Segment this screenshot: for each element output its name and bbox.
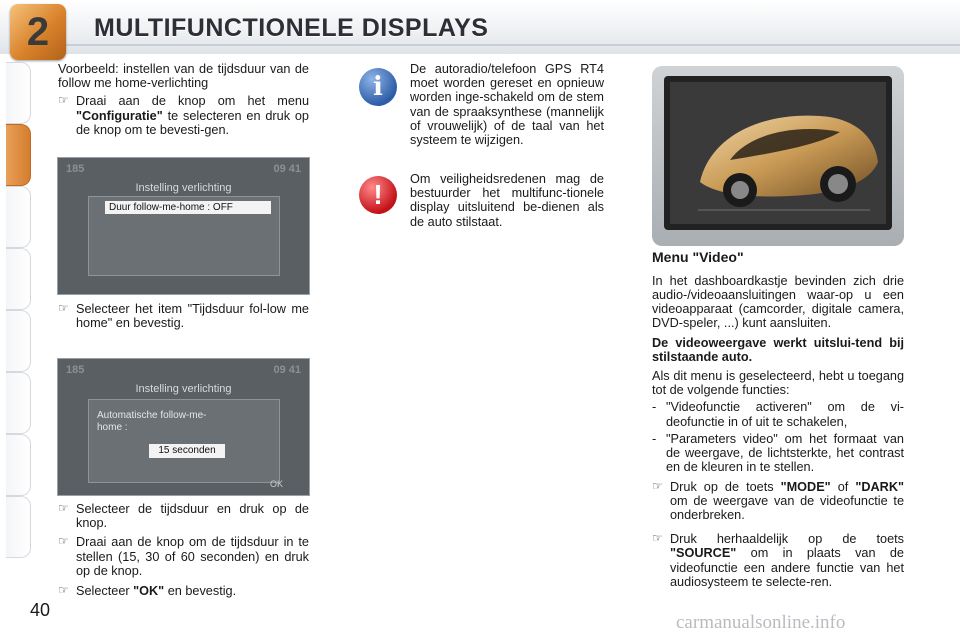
settings-panel — [88, 399, 280, 483]
screen-heading: Instelling verlichting — [135, 383, 232, 395]
chapter-tab[interactable] — [6, 310, 31, 372]
pointing-hand-icon: ☞ — [652, 531, 663, 546]
chapter-tab[interactable] — [6, 496, 31, 558]
right-column — [652, 250, 904, 589]
dash-item-1-text: "Videofunctie activeren" om de vi-deofunctie in of uit te schakelen, — [666, 400, 904, 429]
step-5-text: Selecteer "OK" en bevestig. — [76, 584, 237, 599]
watermark[interactable]: carmanualsonline.info — [676, 612, 846, 633]
step-2-text: Selecteer het item "Tijdsduur fol-low me home" en bevestig. — [76, 302, 309, 331]
left-column-mid — [58, 298, 309, 330]
video-functions-intro: Als dit menu is geselecteerd, hebt u toegang tot de volgende functies: — [652, 368, 904, 398]
video-warning: De videoweergave werkt uitslui-tend bij stilstaande auto. — [652, 335, 904, 364]
video-intro: In het dashboardkastje bevinden zich drie audio-/videoaansluitingen waar-op u een videoapparaat (camcorder, digitale camera, DVD-speler, ...) kunt aansluiten. — [652, 273, 904, 331]
warning-note: Om veiligheidsredenen mag de bestuurder het multifunc-tionele display uitsluitend be-dienen als de auto stilstaat. — [410, 172, 604, 229]
pointing-hand-icon: ☞ — [58, 534, 69, 549]
chapter-tab[interactable] — [6, 372, 31, 434]
step-1-text: Draai aan de knop om het menu "Configuratie" te selecteren en druk op de knop om te bevesti-gen. — [76, 94, 309, 137]
step-5 — [58, 584, 309, 598]
screen-heading: Instelling verlichting — [135, 182, 232, 194]
step-1 — [58, 94, 309, 137]
setting-label: Automatische follow-me- home : — [97, 410, 207, 433]
info-icon: i — [359, 68, 397, 106]
display-bezel — [664, 76, 892, 230]
pointing-hand-icon: ☞ — [652, 478, 663, 493]
mode-dark-text: Druk op de toets "MODE" of "DARK" om de weergave van de videofunctie te onderbreken. — [670, 479, 904, 522]
ok-label: OK — [269, 479, 283, 489]
pointing-hand-icon: ☞ — [58, 301, 69, 315]
dash-item-2: - "Parameters video" om het formaat van de weergave, de lichtsterkte, het contrast en de kleuren in te stellen. — [652, 431, 904, 475]
pointing-hand-icon: ☞ — [58, 93, 69, 108]
chapter-tab[interactable] — [6, 186, 31, 248]
step-3 — [58, 502, 309, 530]
settings-panel — [88, 196, 280, 276]
pointing-hand-icon: ☞ — [58, 583, 69, 598]
display-screenshot-2 — [57, 358, 310, 496]
page-number: 40 — [30, 600, 51, 620]
display-picture — [670, 82, 886, 224]
source-text: Druk herhaaldelijk op de toets "SOURCE" om in plaats van de videofunctie een andere functie van het audiosysteem te selecte-ren. — [670, 532, 904, 589]
status-bar — [58, 158, 309, 180]
duration-value: 15 seconden — [149, 444, 225, 458]
pointing-hand-icon: ☞ — [58, 501, 69, 515]
chapter-tab[interactable] — [6, 434, 31, 496]
video-display-image — [652, 66, 904, 246]
dash-item-1: - "Videofunctie activeren" om de vi-deofunctie in of uit te schakelen, — [652, 400, 904, 429]
status-left: 185 — [66, 364, 85, 376]
display-screenshot-1 — [57, 157, 310, 295]
status-left: 185 — [66, 163, 85, 175]
concept-car-illustration — [670, 82, 886, 224]
page-title: MULTIFUNCTIONELE DISPLAYS — [94, 14, 489, 42]
status-clock: 09 41 — [273, 163, 301, 175]
menu-video-heading: Menu "Video" — [652, 249, 744, 265]
intro-text: Voorbeeld: instellen van de tijdsduur van de follow me home-verlichting — [58, 62, 309, 91]
step-4-text: Draai aan de knop om de tijdsduur in te stellen (15, 30 of 60 seconden) en druk op de knop. — [76, 535, 309, 578]
step-3-text: Selecteer de tijdsduur en druk op de knop. — [76, 502, 309, 531]
header-rule — [66, 44, 960, 46]
follow-me-home-field: Duur follow-me-home : OFF — [105, 201, 271, 214]
chapter-tab[interactable] — [6, 62, 31, 124]
status-clock: 09 41 — [273, 364, 301, 376]
step-2 — [58, 302, 309, 330]
chapter-badge — [10, 4, 66, 60]
step-4 — [58, 535, 309, 578]
dash-item-2-text: "Parameters video" om het formaat van de weergave, de lichtsterkte, het contrast en de kleuren in te stellen. — [666, 431, 904, 475]
chapter-tab[interactable] — [6, 248, 31, 310]
left-column-top — [58, 62, 309, 137]
left-column-bottom — [58, 498, 309, 598]
status-bar — [58, 359, 309, 381]
exclamation-icon: ! — [359, 176, 397, 214]
info-note: De autoradio/telefoon GPS RT4 moet worden gereset en opnieuw worden inge-schakeld om de stem van de spraaksynthese (mannelijk of vrouwelijk) of de taal van het systeem te wijzigen. — [410, 62, 604, 148]
source-step — [652, 532, 904, 589]
chapter-number: 2 — [26, 9, 50, 54]
mode-dark-step — [652, 480, 904, 523]
chapter-tab-active[interactable] — [6, 124, 31, 186]
chapter-tabs — [0, 62, 34, 582]
